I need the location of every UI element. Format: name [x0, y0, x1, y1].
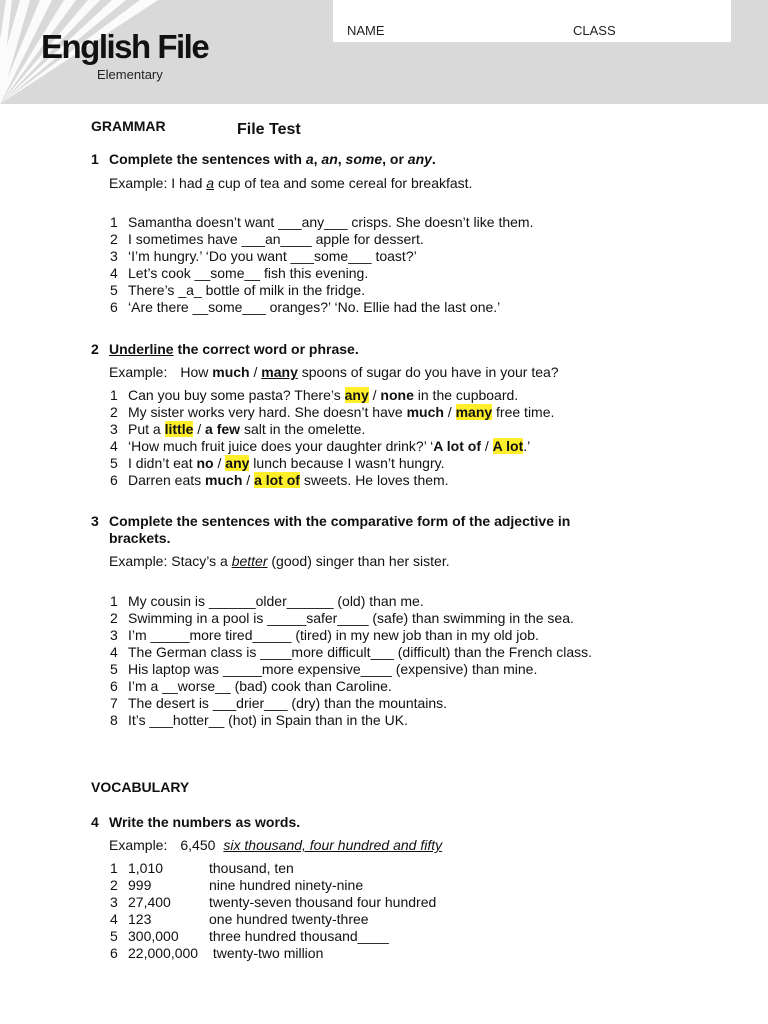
list-item [110, 387, 518, 404]
list-item [110, 894, 436, 911]
item-number: 1 [110, 860, 118, 876]
item-number: 2 [110, 877, 118, 893]
item-number-value: 1,010 [128, 860, 164, 876]
q3-example [109, 553, 450, 569]
choice-word: any [344, 387, 369, 403]
q1-opt-any: any [407, 151, 432, 167]
item-number: 2 [110, 610, 118, 626]
item-number: 6 [110, 678, 118, 694]
item-text-pre: ‘How much fruit juice does your daughter drink?’ ‘ [128, 438, 434, 454]
list-item [110, 678, 392, 695]
item-words: one hundred twenty-three [209, 911, 369, 927]
item-number: 6 [110, 945, 118, 961]
q1-opt-some: some [345, 151, 383, 167]
item-text: Swimming in a pool is _____safer____ (safe) than swimming in the sea. [128, 610, 574, 626]
item-number: 1 [110, 214, 118, 230]
item-number-value: 300,000 [128, 928, 179, 944]
item-text: I’m a __worse__ (bad) cook than Caroline. [128, 678, 392, 694]
list-item [110, 593, 424, 610]
q4-example-label: Example: [109, 837, 168, 853]
item-text: It’s ___hotter__ (hot) in Spain than in the UK. [128, 712, 408, 728]
item-number: 6 [110, 472, 118, 488]
q1-number: 1 [91, 151, 99, 167]
item-text-post: salt in the omelette. [240, 421, 366, 437]
item-number-value: 22,000,000 [128, 945, 199, 961]
q2-example [109, 364, 559, 380]
choice-separator: / [242, 472, 255, 488]
list-item [110, 877, 363, 894]
q2-instr: the correct word or phrase. [173, 341, 359, 357]
q2-heading [91, 341, 359, 357]
item-text-post: sweets. He loves them. [299, 472, 449, 488]
item-number-value: 27,400 [128, 894, 171, 910]
choice-word: much [205, 472, 243, 488]
q1-comma: , [337, 151, 346, 167]
item-text: I sometimes have ___an____ apple for dessert. [128, 231, 424, 247]
list-item [110, 248, 417, 265]
list-item [110, 421, 365, 438]
logo-subtitle: Elementary [97, 67, 163, 82]
q3-instr-line2: brackets. [109, 530, 171, 546]
list-item [110, 282, 365, 299]
item-number: 5 [110, 455, 118, 471]
name-class-box [333, 0, 731, 42]
item-words: twenty-two million [209, 945, 324, 961]
item-text-post: free time. [492, 404, 555, 420]
q1-or: , or [382, 151, 408, 167]
q4-example-answer: six thousand, four hundred and fifty [223, 837, 443, 853]
item-number: 2 [110, 231, 118, 247]
item-words: three hundred thousand____ [209, 928, 389, 944]
item-number: 3 [110, 248, 118, 264]
choice-separator: / [480, 438, 493, 454]
list-item [110, 911, 369, 928]
logo-title: English File [41, 28, 209, 65]
q1-comma: , [313, 151, 322, 167]
q4-heading [91, 814, 300, 830]
item-number: 5 [110, 661, 118, 677]
q2-example-slash: / [249, 364, 262, 380]
q1-opt-an: an [321, 151, 338, 167]
header-banner [0, 0, 768, 104]
q1-example-answer: a [206, 175, 215, 191]
class-label: CLASS [573, 23, 616, 38]
item-number: 6 [110, 299, 118, 315]
item-text: His laptop was _____more expensive____ (expensive) than mine. [128, 661, 538, 677]
q3-example-pre: Example: Stacy’s a [109, 553, 232, 569]
choice-separator: / [368, 387, 381, 403]
list-item [110, 928, 389, 945]
q2-example-many: many [261, 364, 298, 380]
list-item [110, 438, 530, 455]
choice-word: A lot of [433, 438, 481, 454]
item-text: Let’s cook __some__ fish this evening. [128, 265, 369, 281]
list-item [110, 214, 533, 231]
item-text-pre: I didn’t eat [128, 455, 197, 471]
list-item [110, 472, 449, 489]
item-number: 5 [110, 282, 118, 298]
choice-word: little [164, 421, 194, 437]
item-number: 4 [110, 265, 118, 281]
item-text: I’m _____more tired_____ (tired) in my new job than in my old job. [128, 627, 539, 643]
choice-word: a lot of [254, 472, 300, 488]
list-item [110, 945, 323, 962]
q2-instr-underline: Underline [109, 341, 174, 357]
list-item [110, 265, 368, 282]
q3-number: 3 [91, 513, 99, 529]
list-item [110, 231, 424, 248]
list-item [110, 661, 537, 678]
q1-example-pre: Example: I had [109, 175, 207, 191]
choice-word: much [406, 404, 444, 420]
q3-example-answer: better [231, 553, 268, 569]
q4-number: 4 [91, 814, 99, 830]
list-item [110, 695, 447, 712]
file-test-title: File Test [237, 121, 301, 138]
item-text: The German class is ____more difficult___ (difficult) than the French class. [128, 644, 593, 660]
list-item [110, 299, 500, 316]
q1-instr: Complete the sentences with [109, 151, 306, 167]
q2-example-much: much [212, 364, 250, 380]
list-item [110, 610, 574, 627]
item-number: 5 [110, 928, 118, 944]
item-text: My cousin is ______older______ (old) than me. [128, 593, 424, 609]
list-item [110, 627, 539, 644]
q1-period: . [431, 151, 436, 167]
list-item [110, 860, 294, 877]
item-number: 3 [110, 894, 118, 910]
q4-example-number: 6,450 [180, 837, 216, 853]
item-text-pre: Put a [128, 421, 165, 437]
vocabulary-section-title: VOCABULARY [91, 779, 190, 795]
item-number: 4 [110, 644, 118, 660]
q2-example-pre: How [180, 364, 213, 380]
list-item [110, 712, 408, 729]
q3-example-post: (good) singer than her sister. [267, 553, 450, 569]
q2-example-label: Example: [109, 364, 168, 380]
item-number: 3 [110, 627, 118, 643]
q3-heading [91, 513, 570, 529]
q2-example-post: spoons of sugar do you have in your tea? [297, 364, 559, 380]
item-number: 3 [110, 421, 118, 437]
item-text-pre: My sister works very hard. She doesn’t have [128, 404, 407, 420]
choice-word: no [196, 455, 214, 471]
item-number: 1 [110, 593, 118, 609]
q2-number: 2 [91, 341, 99, 357]
item-number-value: 999 [128, 877, 152, 893]
item-number: 7 [110, 695, 118, 711]
q1-example-post: cup of tea and some cereal for breakfast. [214, 175, 473, 191]
item-number: 2 [110, 404, 118, 420]
item-text-post: .’ [523, 438, 531, 454]
item-text: ‘Are there __some___ oranges?’ ‘No. Ellie had the last one.’ [128, 299, 501, 315]
q1-example [109, 175, 472, 191]
list-item [110, 455, 444, 472]
q4-instr: Write the numbers as words. [109, 814, 301, 830]
item-text-post: in the cupboard. [413, 387, 519, 403]
item-number-value: 123 [128, 911, 152, 927]
list-item [110, 644, 592, 661]
item-number: 1 [110, 387, 118, 403]
list-item [110, 404, 554, 421]
name-label: NAME [347, 23, 385, 38]
q4-example [109, 837, 442, 853]
item-text: Samantha doesn’t want ___any___ crisps. She doesn’t like them. [128, 214, 534, 230]
grammar-section-title: GRAMMAR [91, 118, 166, 134]
item-number: 8 [110, 712, 118, 728]
item-text-pre: Darren eats [128, 472, 206, 488]
item-words: thousand, ten [209, 860, 294, 876]
item-text-post: lunch because I wasn’t hungry. [249, 455, 445, 471]
item-text: The desert is ___drier___ (dry) than the mountains. [128, 695, 448, 711]
choice-separator: / [443, 404, 456, 420]
item-number: 4 [110, 911, 118, 927]
item-text: There’s _a_ bottle of milk in the fridge. [128, 282, 366, 298]
choice-separator: / [213, 455, 226, 471]
choice-word: A lot [492, 438, 524, 454]
choice-word: a few [205, 421, 241, 437]
choice-word: any [225, 455, 250, 471]
q1-opt-a: a [305, 151, 314, 167]
choice-separator: / [193, 421, 206, 437]
item-text: ‘I’m hungry.’ ‘Do you want ___some___ toast?’ [128, 248, 417, 264]
item-words: twenty-seven thousand four hundred [209, 894, 437, 910]
choice-word: none [380, 387, 414, 403]
q3-instr-line1: Complete the sentences with the comparative form of the adjective in [109, 513, 571, 529]
item-words: nine hundred ninety-nine [209, 877, 364, 893]
q1-heading [91, 151, 436, 167]
item-text-pre: Can you buy some pasta? There’s [128, 387, 345, 403]
item-number: 4 [110, 438, 118, 454]
choice-word: many [455, 404, 493, 420]
